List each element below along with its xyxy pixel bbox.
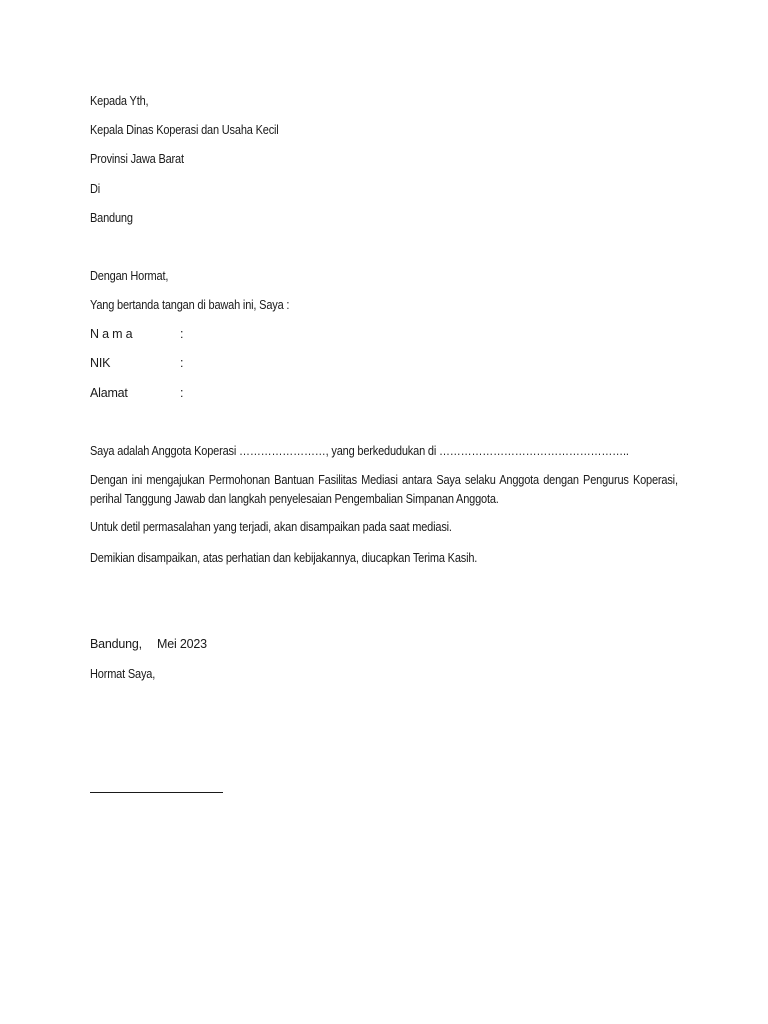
membership-statement: Saya adalah Anggota Koperasi ……………………, yang berkedudukan di …………………………………………….. (90, 444, 629, 458)
closing-paragraph: Demikian disampaikan, atas perhatian dan kebijakannya, diucapkan Terima Kasih. (90, 551, 478, 565)
details-paragraph: Untuk detil permasalahan yang terjadi, akan disampaikan pada saat mediasi. (90, 520, 452, 534)
field-colon-address: : (180, 386, 184, 400)
field-label-name: N a m a (90, 327, 133, 341)
recipient-salutation: Kepada Yth, (90, 94, 149, 108)
signature-line (90, 792, 223, 793)
field-colon-nik: : (180, 356, 184, 370)
greeting: Dengan Hormat, (90, 269, 169, 283)
field-label-address: Alamat (90, 386, 128, 400)
request-paragraph: Dengan ini mengajukan Permohonan Bantuan Fasilitas Mediasi antara Saya selaku Anggota dengan Pengurus Koperasi, perihal Tanggung Jawab dan langkah penyelesaian Pengembalian Simpanan Anggota. (90, 473, 678, 506)
intro-text: Yang bertanda tangan di bawah ini, Saya : (90, 298, 290, 312)
recipient-province: Provinsi Jawa Barat (90, 152, 184, 166)
recipient-at: Di (90, 182, 101, 196)
signature-place: Bandung, (90, 637, 142, 651)
recipient-office: Kepala Dinas Koperasi dan Usaha Kecil (90, 123, 279, 137)
signature-regards: Hormat Saya, (90, 667, 156, 681)
field-colon-name: : (180, 327, 184, 341)
signature-date: Mei 2023 (157, 637, 207, 651)
recipient-city: Bandung (90, 211, 133, 225)
field-label-nik: NIK (90, 356, 111, 370)
